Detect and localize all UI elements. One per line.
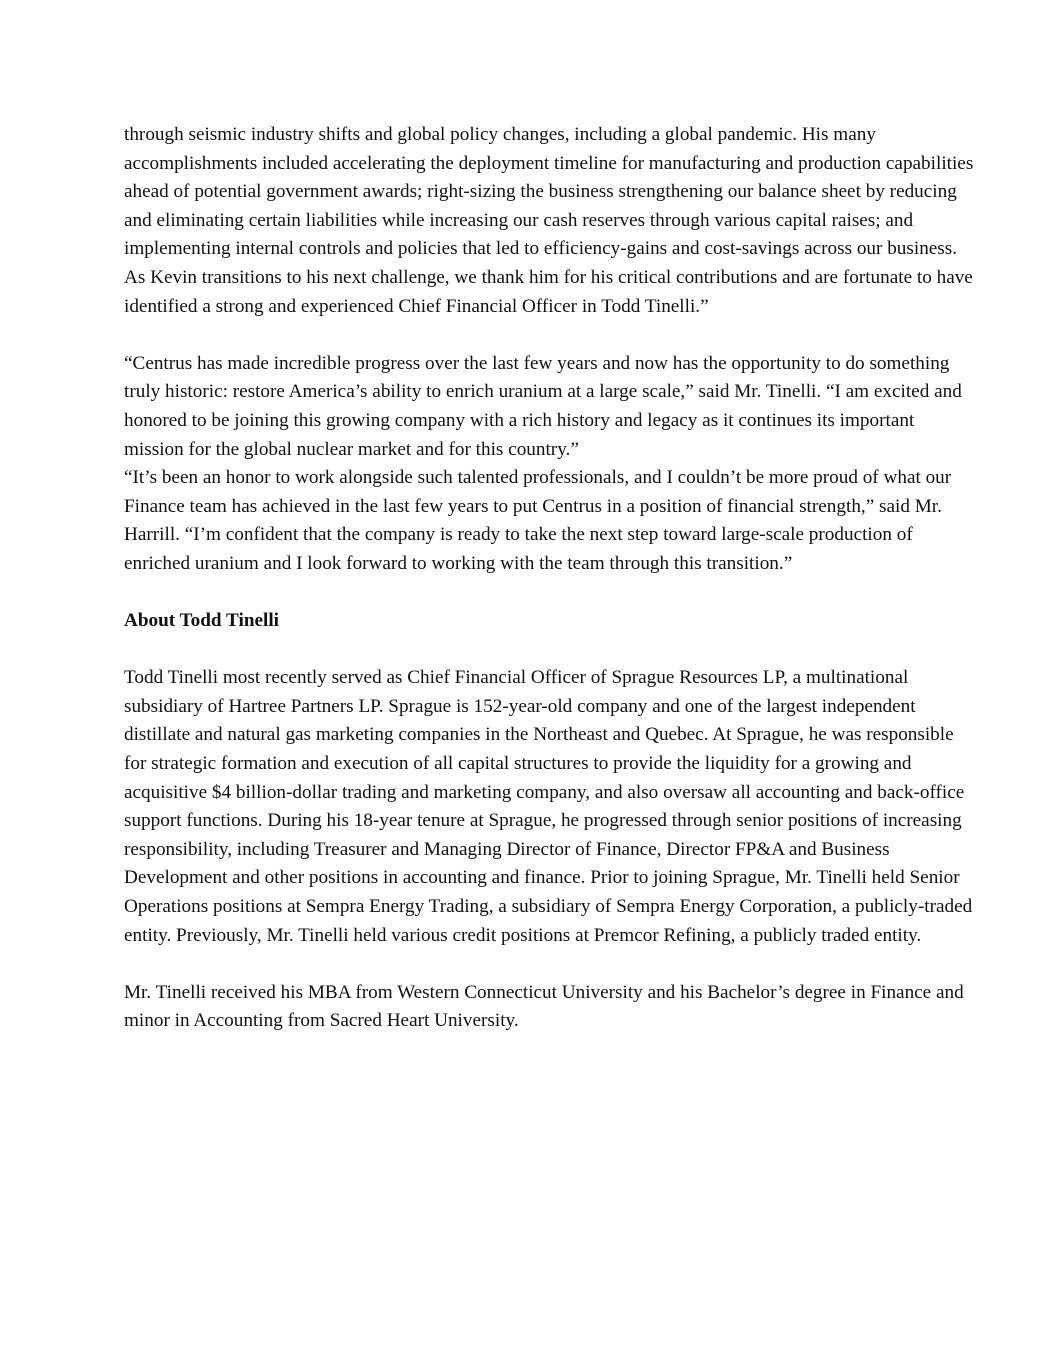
document-page (124, 121, 974, 1036)
harrill-quote-paragraph: “It’s been an honor to work alongside such talented professionals, and I couldn’t be more proud of what our Finance team has achieved in the last few years to put Centrus in a position of financial strength,” said Mr. Harrill. “I’m confident that the company is ready to take the next step toward large-scale production of enriched uranium and I look forward to working with the team through this transition.” (124, 467, 952, 574)
paragraph-spacer (124, 636, 974, 665)
paragraph-spacer (124, 321, 974, 350)
tinelli-quote-paragraph: “Centrus has made incredible progress over the last few years and now has the opportunity to do something truly historic: restore America’s ability to enrich uranium at a large scale,” said Mr. Tinelli. “I am excited and honored to be joining this growing company with a rich history and legacy as it continues its important mission for the global nuclear market and for this country.” (124, 352, 962, 460)
section-heading: About Todd Tinelli (124, 610, 280, 632)
paragraph-spacer (124, 579, 974, 608)
bio-paragraph: Todd Tinelli most recently served as Chief Financial Officer of Sprague Resources LP, a multinational subsidiary of Hartree Partners LP. Sprague is 152-year-old company and one of the largest independent distillate and natural gas marketing companies in the Northeast and Quebec. At Sprague, he was responsible for strategic formation and execution of all capital structures to provide the liquidity for a growing and acquisitive $4 billion-dollar trading and marketing company, and also oversaw all accounting and back-office support functions. During his 18-year tenure at Sprague, he progressed through senior positions of increasing responsibility, including Treasurer and Managing Director of Finance, Director FP&A and Business Development and other positions in accounting and finance. Prior to joining Sprague, Mr. Tinelli held Senior Operations positions at Sempra Energy Trading, a subsidiary of Sempra Energy Corporation, a publicly-traded entity. Previously, Mr. Tinelli held various credit positions at Premcor Refining, a publicly traded entity. (124, 667, 973, 946)
education-paragraph: Mr. Tinelli received his MBA from Western Connecticut University and his Bachelor’s degree in Finance and minor in Accounting from Sacred Heart University. (124, 981, 964, 1032)
intro-continuation-paragraph: through seismic industry shifts and global policy changes, including a global pandemic. His many accomplishments included accelerating the deployment timeline for manufacturing and production capabilities ahead of potential government awards; right-sizing the business strengthening our balance sheet by reducing and eliminating certain liabilities while increasing our cash reserves through various capital raises; and implementing internal controls and policies that led to efficiency-gains and cost-savings across our business. As Kevin transitions to his next challenge, we thank him for his critical contributions and are fortunate to have identified a strong and experienced Chief Financial Officer in Todd Tinelli.” (124, 124, 974, 317)
paragraph-spacer (124, 950, 974, 979)
